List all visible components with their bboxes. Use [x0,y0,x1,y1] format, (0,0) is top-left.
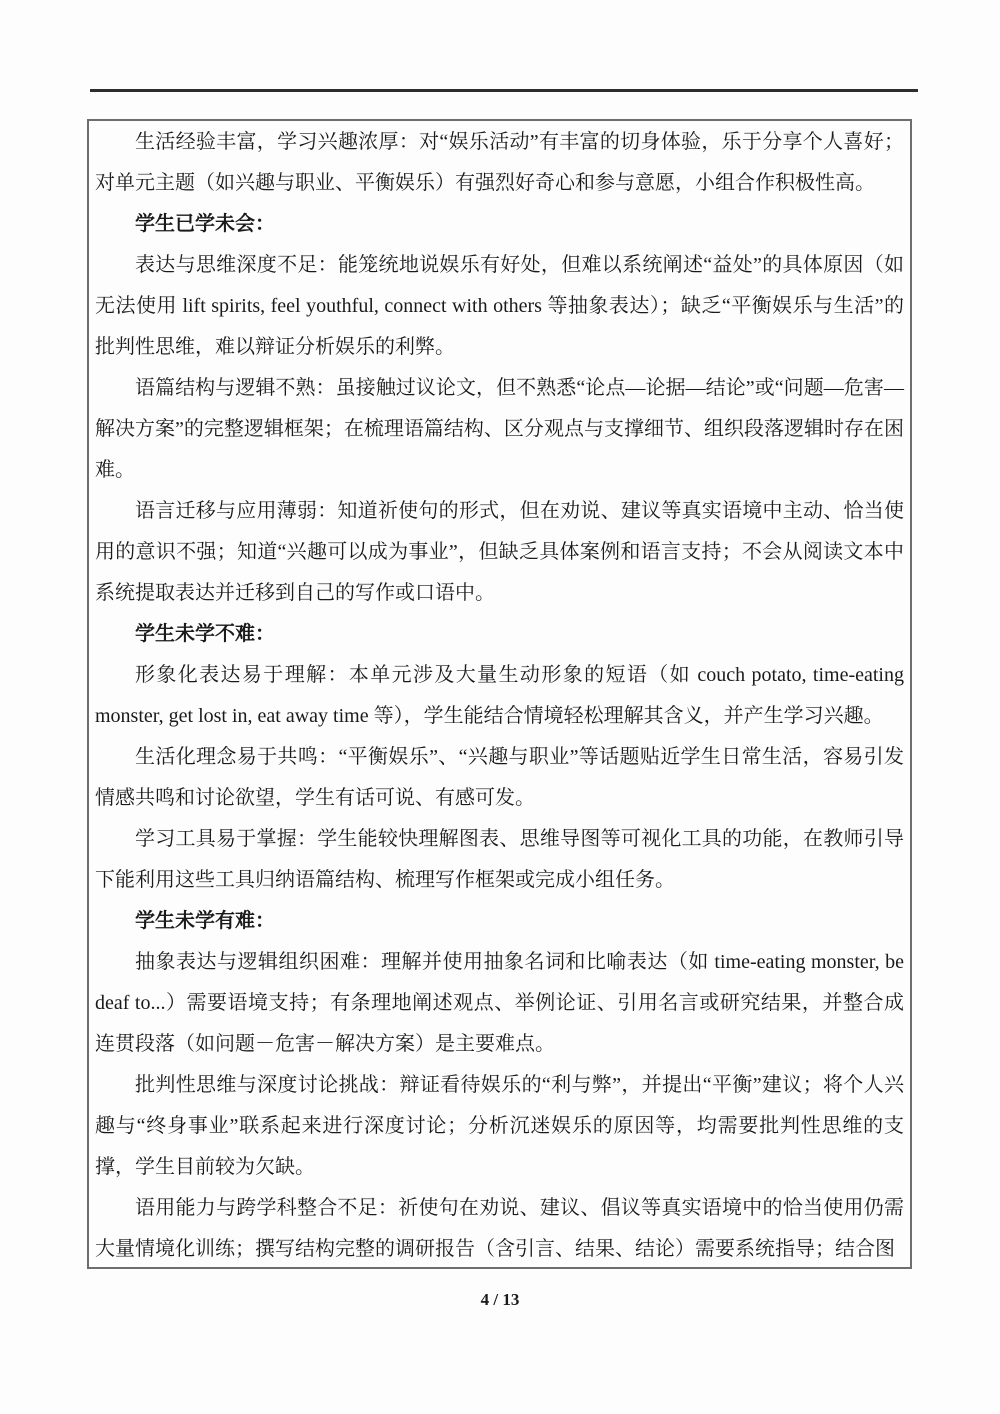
paragraph: 批判性思维与深度讨论挑战：辩证看待娱乐的“利与弊”，并提出“平衡”建议；将个人兴趣与“终身事业”联系起来进行深度讨论；分析沉迷娱乐的原因等，均需要批判性思维的支撑，学生目前较为欠缺。 [95,1074,904,1178]
paragraph: 语言迁移与应用薄弱：知道祈使句的形式，但在劝说、建议等真实语境中主动、恰当使用的意识不强；知道“兴趣可以成为事业”，但缺乏具体案例和语言支持；不会从阅读文本中系统提取表达并迁移到自己的写作或口语中。 [95,500,904,604]
header-divider [90,89,918,92]
paragraph: 学习工具易于掌握：学生能较快理解图表、思维导图等可视化工具的功能，在教师引导下能利用这些工具归纳语篇结构、梳理写作框架或完成小组任务。 [95,828,904,891]
paragraph: 形象化表达易于理解：本单元涉及大量生动形象的短语（如 couch potato, time-eating monster, get lost in, eat away time 等），学生能结合情境轻松理解其含义，并产生学习兴趣。 [95,664,904,727]
paragraph: 语用能力与跨学科整合不足：祈使句在劝说、建议、倡议等真实语境中的恰当使用仍需大量情境化训练；撰写结构完整的调研报告（含引言、结果、结论）需要系统指导；结合图 [95,1197,904,1260]
section-heading: 学生未学不难： [135,623,275,645]
paragraph: 生活经验丰富，学习兴趣浓厚：对“娱乐活动”有丰富的切身体验，乐于分享个人喜好；对单元主题（如兴趣与职业、平衡娱乐）有强烈好奇心和参与意愿，小组合作积极性高。 [95,131,904,194]
paragraph: 抽象表达与逻辑组织困难：理解并使用抽象名词和比喻表达（如 time-eating monster, be deaf to...）需要语境支持；有条理地阐述观点、举例论证、引用名言或研究结果，并整合成连贯段落（如问题－危害－解决方案）是主要难点。 [95,951,904,1055]
paragraph: 语篇结构与逻辑不熟：虽接触过议论文，但不熟悉“论点—论据—结论”或“问题—危害—解决方案”的完整逻辑框架；在梳理语篇结构、区分观点与支撑细节、组织段落逻辑时存在困难。 [95,377,904,481]
paragraph: 生活化理念易于共鸣：“平衡娱乐”、“兴趣与职业”等话题贴近学生日常生活，容易引发情感共鸣和讨论欲望，学生有话可说、有感可发。 [95,746,904,809]
content-cell [87,119,912,1269]
section-heading: 学生已学未会： [135,213,275,235]
paragraph: 表达与思维深度不足：能笼统地说娱乐有好处，但难以系统阐述“益处”的具体原因（如无法使用 lift spirits, feel youthful, connect with others 等抽象表达）；缺乏“平衡娱乐与生活”的批判性思维，难以辩证分析娱乐的利弊。 [95,254,904,358]
section-heading: 学生未学有难： [135,910,275,932]
page-number: 4 / 13 [480,1290,520,1309]
